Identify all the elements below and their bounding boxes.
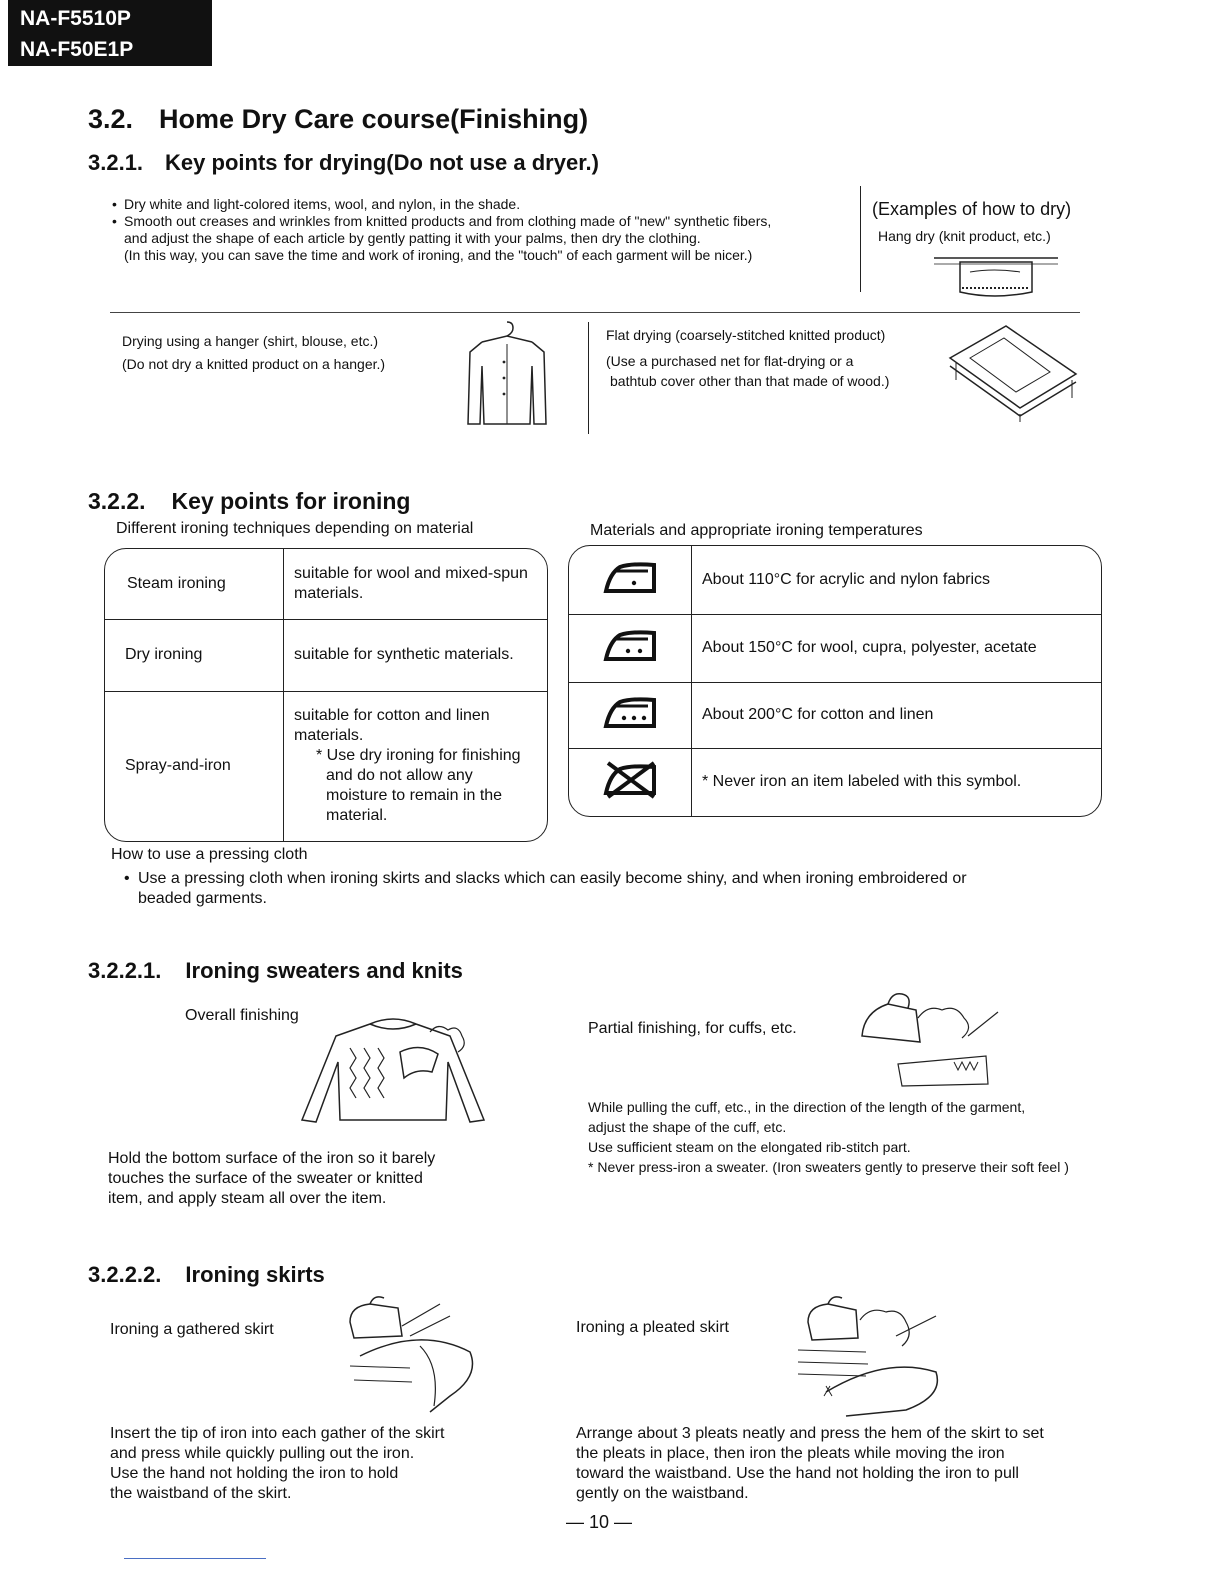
drying-title: Key points for drying(Do not use a dryer.) xyxy=(165,150,599,175)
examples-title: (Examples of how to dry) xyxy=(872,199,1072,219)
pleated-skirt-illustration xyxy=(796,1296,944,1420)
temperature-text: * Never iron an item labeled with this symbol. xyxy=(692,748,1102,816)
overall-desc-line-3: item, and apply steam all over the item. xyxy=(108,1190,387,1207)
sweaters-title: Ironing sweaters and knits xyxy=(185,958,463,983)
technique-row xyxy=(105,619,547,691)
pleated-desc xyxy=(576,1424,1044,1504)
gathered-desc-line-3: Use the hand not holding the iron to hold xyxy=(110,1465,399,1482)
skirts-heading xyxy=(88,1262,325,1288)
pressing-title: How to use a pressing cloth xyxy=(111,846,308,863)
temperature-text: About 150°C for wool, cupra, polyester, acetate xyxy=(692,614,1102,682)
partial-desc-line-4: * Never press-iron a sweater. (Iron sweaters gently to preserve their soft feel ) xyxy=(588,1159,1069,1175)
gathered-skirt-illustration xyxy=(340,1296,482,1416)
drying-heading xyxy=(88,150,599,176)
shirt-hanger-illustration xyxy=(462,316,552,428)
pleated-desc-line-4: gently on the waistband. xyxy=(576,1485,749,1502)
iron-three-dots-icon xyxy=(602,694,658,730)
partial-label: Partial finishing, for cuffs, etc. xyxy=(588,1020,797,1037)
temperature-text: About 110°C for acrylic and nylon fabrics xyxy=(692,546,1102,614)
partial-desc-line-2: adjust the shape of the cuff, etc. xyxy=(588,1119,787,1135)
pleated-label: Ironing a pleated skirt xyxy=(576,1319,729,1336)
sweaters-heading xyxy=(88,958,463,984)
hanger-line-2: (Do not dry a knitted product on a hanger.) xyxy=(122,356,386,372)
model-label xyxy=(8,0,212,66)
footer-rule xyxy=(124,1558,266,1559)
drying-separator xyxy=(110,312,1080,313)
technique-name: Spray-and-iron xyxy=(105,691,284,841)
sweater-steam-illustration xyxy=(300,1012,486,1124)
drying-bullet-2-line-3: (In this way, you can save the time and work of ironing, and the "touch" of each garment will be nicer.) xyxy=(124,247,753,263)
techniques-table xyxy=(104,548,548,842)
technique-name: Steam ironing xyxy=(105,549,284,619)
temperatures-table xyxy=(568,545,1102,817)
flat-line-1: Flat drying (coarsely-stitched knitted product) xyxy=(606,327,886,343)
cuff-steam-illustration xyxy=(858,990,1004,1088)
iron-symbol-cell xyxy=(569,748,692,816)
drying-divider xyxy=(860,186,861,292)
pleated-desc-line-2: the pleats in place, then iron the pleats while moving the iron xyxy=(576,1445,1005,1462)
temperature-text: About 200°C for cotton and linen xyxy=(692,682,1102,748)
flat-drying-illustration xyxy=(946,322,1080,424)
pleated-desc-line-3: toward the waistband. Use the hand not holding the iron to pull xyxy=(576,1465,1019,1482)
partial-desc xyxy=(588,1097,1069,1177)
iron-symbol-cell xyxy=(569,546,692,614)
drying-bullet-1: • Dry white and light-colored items, wool, and nylon, in the shade. xyxy=(112,196,862,213)
section-heading xyxy=(88,104,588,135)
gathered-desc-line-4: the waistband of the skirt. xyxy=(110,1485,292,1502)
technique-note: * Use dry ironing for finishing and do not allow any moisture to remain in the material. xyxy=(316,747,521,825)
gathered-desc xyxy=(110,1424,444,1504)
gathered-desc-line-1: Insert the tip of iron into each gather of the skirt xyxy=(110,1425,445,1442)
gathered-desc-line-2: and press while quickly pulling out the iron. xyxy=(110,1445,415,1462)
drying-bullet-2-line-1: • Smooth out creases and wrinkles from knitted products and from clothing made of "new" synthetic fibers, xyxy=(124,213,772,229)
hanger-text xyxy=(122,330,385,376)
overall-label: Overall finishing xyxy=(185,1007,299,1024)
flat-line-2: (Use a purchased net for flat-drying or a xyxy=(606,353,854,369)
drying-number: 3.2.1. xyxy=(88,150,144,175)
page-number: — 10 — xyxy=(566,1512,633,1532)
temperature-row xyxy=(569,748,1101,816)
partial-desc-line-1: While pulling the cuff, etc., in the direction of the length of the garment, xyxy=(588,1099,1026,1115)
temperature-row xyxy=(569,614,1101,682)
ironing-number: 3.2.2. xyxy=(88,488,146,514)
drying-bullet-2 xyxy=(112,213,862,264)
overall-desc xyxy=(108,1149,435,1209)
pressing-bullet: • Use a pressing cloth when ironing skirts and slacks which can easily become shiny, and when ironing embroidered or beaded garments. xyxy=(124,869,1084,909)
technique-desc: suitable for synthetic materials. xyxy=(284,619,548,691)
technique-desc-cell xyxy=(284,691,548,841)
skirts-title: Ironing skirts xyxy=(185,1262,325,1287)
drying-bullet-2-line-2: and adjust the shape of each article by gently patting it with your palms, then dry the clothing. xyxy=(124,230,701,246)
ironing-title: Key points for ironing xyxy=(171,488,411,514)
flat-line-3: bathtub cover other than that made of wood.) xyxy=(610,373,890,389)
temperatures-caption: Materials and appropriate ironing temperatures xyxy=(590,522,923,539)
overall-desc-line-1: Hold the bottom surface of the iron so it barely xyxy=(108,1150,436,1167)
sweaters-number: 3.2.2.1. xyxy=(88,958,162,983)
section-number: 3.2. xyxy=(88,104,134,134)
iron-one-dot-icon xyxy=(602,559,658,595)
technique-row xyxy=(105,691,547,841)
ironing-heading xyxy=(88,488,411,515)
partial-desc-line-3: Use sufficient steam on the elongated rib-stitch part. xyxy=(588,1139,911,1155)
hang-dry-label: Hang dry (knit product, etc.) xyxy=(878,228,1051,244)
gathered-label: Ironing a gathered skirt xyxy=(110,1321,274,1338)
iron-symbol-cell xyxy=(569,682,692,748)
section-title: Home Dry Care course(Finishing) xyxy=(159,104,589,134)
pressing-line-1: Use a pressing cloth when ironing skirts and slacks which can easily become shiny, and when ironing embroidered or xyxy=(138,870,967,887)
flat-text xyxy=(606,325,889,391)
iron-two-dots-icon xyxy=(602,627,658,663)
pleated-desc-line-1: Arrange about 3 pleats neatly and press the hem of the skirt to set xyxy=(576,1425,1044,1442)
iron-symbol-cell xyxy=(569,614,692,682)
technique-row xyxy=(105,549,547,619)
model-line-2: NA-F50E1P xyxy=(20,38,134,61)
overall-desc-line-2: touches the surface of the sweater or knitted xyxy=(108,1170,423,1187)
flat-divider xyxy=(588,322,589,434)
do-not-iron-icon xyxy=(602,759,658,799)
technique-desc: suitable for wool and mixed-spun materials. xyxy=(284,549,548,619)
temperature-row xyxy=(569,546,1101,614)
skirts-number: 3.2.2.2. xyxy=(88,1262,162,1287)
drying-bullets xyxy=(112,196,862,264)
temperature-row xyxy=(569,682,1101,748)
hanger-line-1: Drying using a hanger (shirt, blouse, etc.) xyxy=(122,333,379,349)
techniques-caption: Different ironing techniques depending on material xyxy=(116,520,474,537)
technique-desc: suitable for cotton and linen materials. xyxy=(294,707,490,745)
pressing-line-2: beaded garments. xyxy=(138,890,267,907)
hang-dry-illustration xyxy=(934,250,1058,300)
technique-name: Dry ironing xyxy=(105,619,284,691)
model-line-1: NA-F5510P xyxy=(20,7,131,30)
